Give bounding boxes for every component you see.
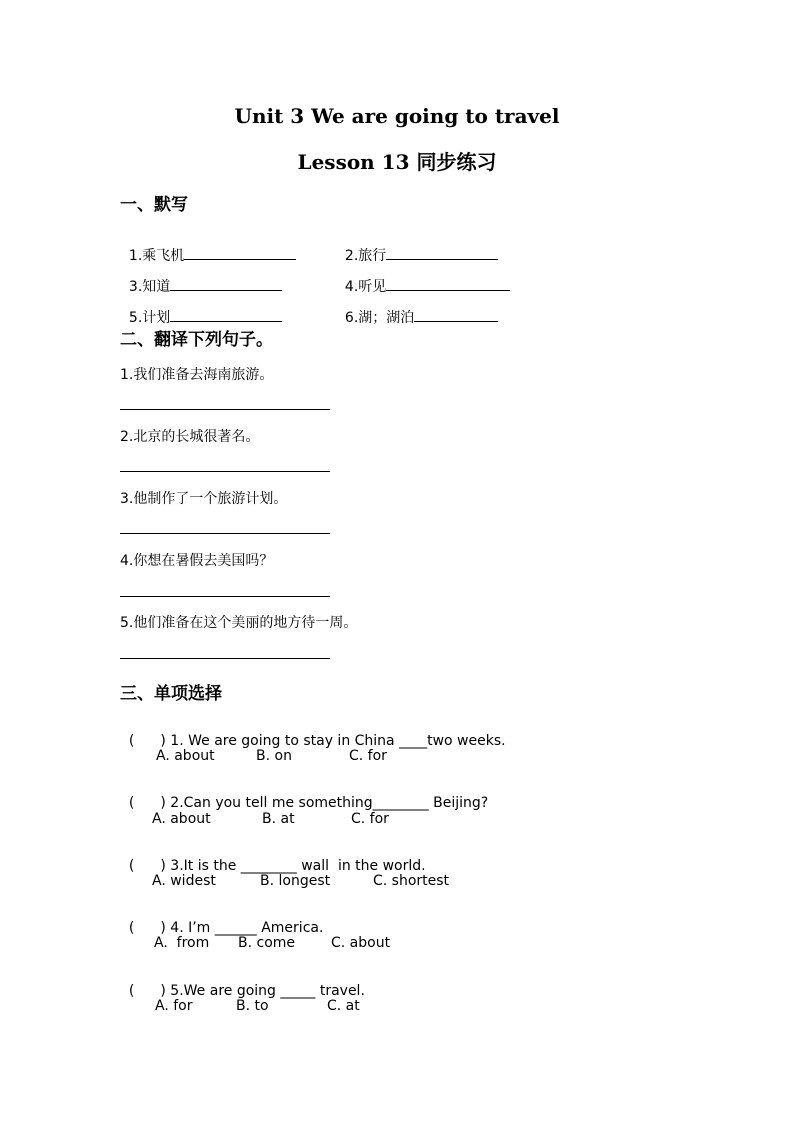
- option-a[interactable]: A. for: [155, 998, 193, 1014]
- option-c[interactable]: C. for: [349, 748, 387, 764]
- answer-paren-open[interactable]: (: [128, 920, 135, 936]
- answer-blank[interactable]: [184, 245, 296, 260]
- answer-blank[interactable]: [170, 276, 282, 291]
- page-subtitle: Lesson 13 同步练习: [297, 150, 497, 174]
- answer-paren-open[interactable]: (: [128, 795, 135, 811]
- answer-paren-open[interactable]: (: [128, 733, 135, 749]
- page-title: Unit 3 We are going to travel: [234, 104, 560, 128]
- answer-blank[interactable]: [386, 245, 498, 260]
- answer-paren-close: ): [160, 858, 166, 874]
- option-a[interactable]: A. about: [156, 748, 215, 764]
- option-b[interactable]: B. at: [262, 811, 295, 827]
- dictation-label: 4.听见: [344, 279, 387, 295]
- question-text: 3.It is the ________ wall in the world.: [170, 858, 426, 874]
- answer-paren-open[interactable]: (: [128, 983, 135, 999]
- option-a[interactable]: A. widest: [152, 873, 216, 889]
- dictation-label: 2.旅行: [344, 248, 387, 264]
- dictation-label: 6.湖；湖泊: [344, 310, 415, 326]
- option-c[interactable]: C. about: [331, 935, 391, 951]
- option-c[interactable]: C. at: [327, 998, 360, 1014]
- dictation-label: 5.计划: [128, 310, 171, 326]
- answer-paren-close: ): [160, 733, 166, 749]
- question-text: 5.We are going _____ travel.: [170, 983, 365, 999]
- dictation-item: [120, 291, 282, 327]
- option-b[interactable]: B. come: [238, 935, 296, 951]
- answer-line[interactable]: [120, 533, 330, 534]
- dictation-label: 3.知道: [128, 279, 171, 295]
- option-a[interactable]: A. from: [154, 935, 210, 951]
- section-heading-dictation: 一、默写: [120, 195, 188, 215]
- choice-question: [120, 904, 323, 936]
- question-text: 2.Can you tell me something________ Beijing?: [170, 795, 489, 811]
- section-heading-choice: 三、单项选择: [120, 684, 222, 704]
- answer-paren-close: ): [160, 983, 166, 999]
- answer-blank[interactable]: [386, 276, 510, 291]
- answer-line[interactable]: [120, 596, 330, 597]
- answer-paren-close: ): [160, 920, 166, 936]
- translate-item: 4.你想在暑假去美国吗？: [120, 553, 274, 569]
- translate-item: 1.我们准备去海南旅游。: [120, 367, 274, 383]
- answer-paren-open[interactable]: (: [128, 858, 135, 874]
- option-b[interactable]: B. longest: [260, 873, 331, 889]
- dictation-item: [336, 291, 498, 327]
- answer-blank[interactable]: [414, 307, 498, 322]
- option-b[interactable]: B. on: [256, 748, 292, 764]
- choice-question: [120, 717, 506, 749]
- question-text: 1. We are going to stay in China ____two weeks.: [170, 733, 506, 749]
- choice-question: [120, 779, 488, 811]
- translate-item: 2.北京的长城很著名。: [120, 429, 260, 445]
- answer-line[interactable]: [120, 471, 330, 472]
- section-heading-translate: 二、翻译下列句子。: [120, 330, 273, 350]
- answer-line[interactable]: [120, 658, 330, 659]
- choice-question: [120, 967, 365, 999]
- answer-line[interactable]: [120, 409, 330, 410]
- question-text: 4. I’m ______ America.: [170, 920, 324, 936]
- choice-question: [120, 842, 426, 874]
- translate-item: 3.他制作了一个旅游计划。: [120, 491, 288, 507]
- option-a[interactable]: A. about: [152, 811, 211, 827]
- option-b[interactable]: B. to: [236, 998, 269, 1014]
- option-c[interactable]: C. for: [351, 811, 389, 827]
- answer-paren-close: ): [160, 795, 166, 811]
- translate-item: 5.他们准备在这个美丽的地方待一周。: [120, 615, 358, 631]
- option-c[interactable]: C. shortest: [373, 873, 450, 889]
- answer-blank[interactable]: [170, 307, 282, 322]
- dictation-label: 1.乘飞机: [128, 248, 185, 264]
